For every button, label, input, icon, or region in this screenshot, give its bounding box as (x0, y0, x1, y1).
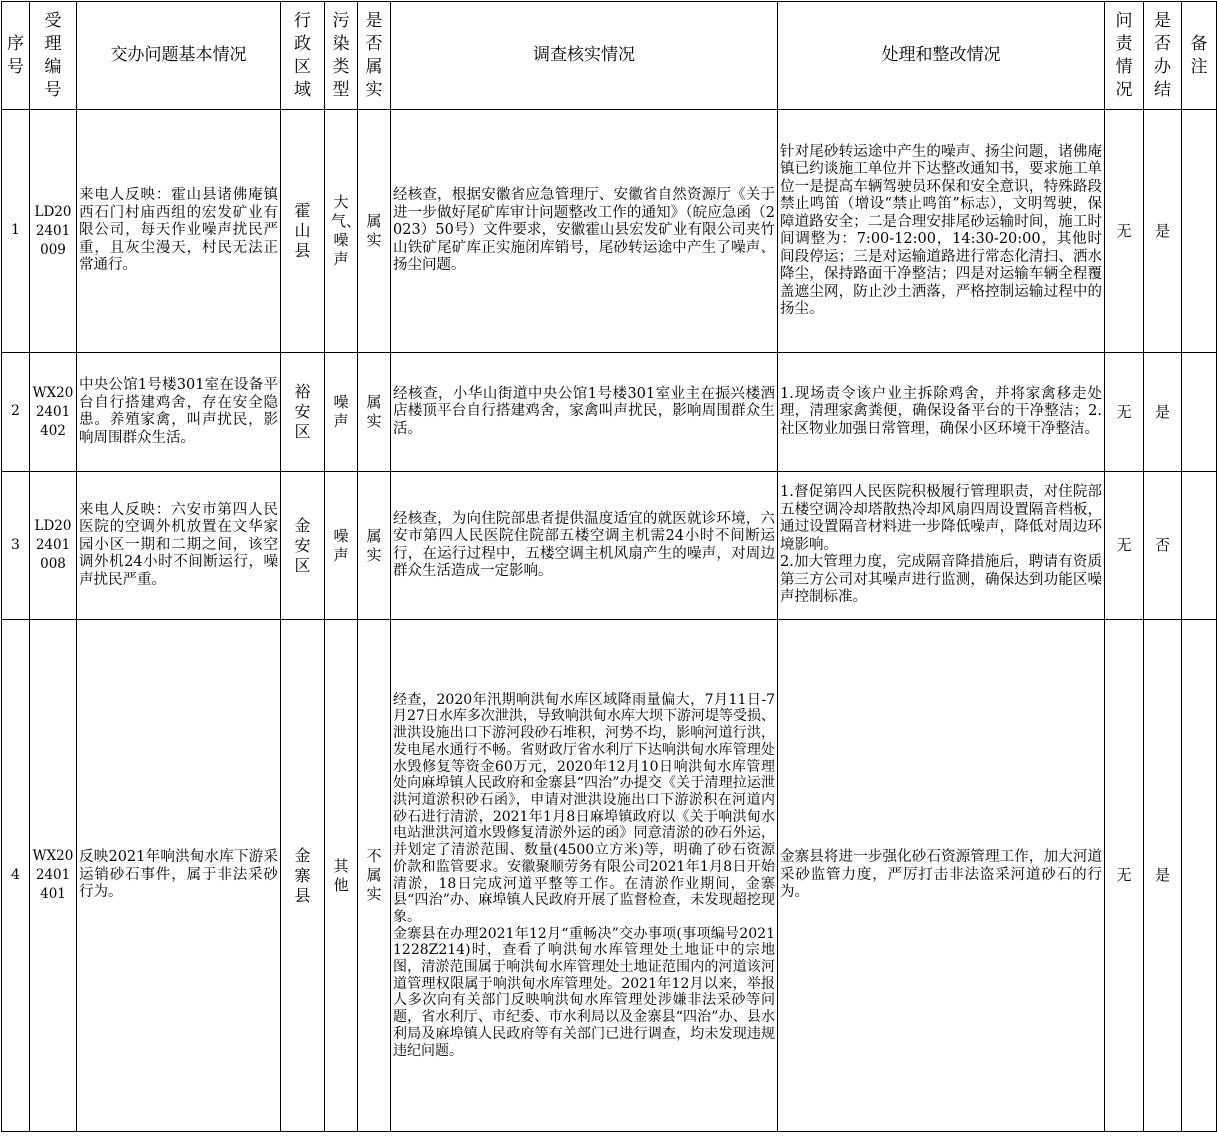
cell-closed: 否 (1144, 472, 1182, 620)
cell-remark (1182, 472, 1217, 620)
complaint-table (1, 1, 1217, 1132)
cell-closed: 是 (1144, 353, 1182, 472)
table-row (2, 472, 1217, 620)
cell-closed: 是 (1144, 110, 1182, 353)
cell-region: 金寨县 (281, 620, 325, 1132)
cell-region: 金安区 (281, 472, 325, 620)
cell-closed: 是 (1144, 620, 1182, 1132)
cell-handling: 针对尾砂转运途中产生的噪声、扬尘问题，诸佛庵镇已约谈施工单位并下达整改通知书，要求施工单位一是提高车辆驾驶员环保和安全意识，特殊路段禁止鸣笛（增设“禁止鸣笛”标志），文明驾驶，保障道路安全；二是合理安排尾砂运输时间，施工时间调整为：7:00-12:00，14:30-20:00，其他时间段停运；三是对运输道路进行常态化清扫、洒水降尘，保持路面干净整洁；四是对运输车辆全程覆盖遮尘网，防止沙土洒落，严格控制运输过程中的扬尘。 (778, 110, 1105, 353)
header-handling: 处理和整改情况 (778, 2, 1105, 110)
cell-code: LD202401008 (30, 472, 77, 620)
cell-accountability: 无 (1105, 110, 1144, 353)
header-seq: 序号 (2, 2, 30, 110)
cell-handling: 1.现场责令该户业主拆除鸡舍，并将家禽移走处理，清理家禽粪便，确保设备平台的干净整洁；2.社区物业加强日常管理，确保小区环境干净整洁。 (778, 353, 1105, 472)
header-accountability: 问责情况 (1105, 2, 1144, 110)
cell-code: WX202401402 (30, 353, 77, 472)
cell-accountability: 无 (1105, 620, 1144, 1132)
cell-seq: 2 (2, 353, 30, 472)
cell-investigation: 经核查，为向住院部患者提供温度适宜的就医就诊环境，六安市第四人民医院住院部五楼空调主机需24小时不间断运行，在运行过程中，五楼空调主机风扇产生的噪声，对周边群众生活造成一定影响。 (391, 472, 778, 620)
cell-handling: 1.督促第四人民医院积极履行管理职责，对住院部五楼空调冷却塔散热冷却风扇四周设置隔音档板，通过设置隔音材料进一步降低噪声，降低对周边环境影响。 2.加大管理力度，完成隔音降措施后，聘请有资质第三方公司对其噪声进行监测，确保达到功能区噪声控制标准。 (778, 472, 1105, 620)
cell-is-true: 不属实 (358, 620, 391, 1132)
cell-problem: 中央公馆1号楼301室在设备平台自行搭建鸡舍，存在安全隐患。养殖家禽，叫声扰民，影响周围群众生活。 (77, 353, 281, 472)
cell-pollution: 噪声 (325, 353, 358, 472)
cell-pollution: 大气、噪声 (325, 110, 358, 353)
cell-investigation: 经查，2020年汛期响洪甸水库区域降雨量偏大，7月11日-7月27日水库多次泄洪，导致响洪甸水库大坝下游河堤等受损、泄洪设施出口下游河段砂石堆积，河势不均，影响河道行洪，发电尾水通行不畅。省财政厅省水利厅下达响洪甸水库管理处水毁修复等资金60万元，2020年12月10日响洪甸水库管理处向麻埠镇人民政府和金寨县“四治”办提交《关于清理拉运泄洪河道淤积砂石函》，申请对泄洪设施出口下游淤积在河道内砂石进行清淤，2021年1月8日麻埠镇政府以《关于响洪甸水电站泄洪河道水毁修复清淤外运的函》同意清淤的砂石外运，并划定了清淤范围、数量(4500立方米)等，明确了砂石资源价款和监管要求。安徽聚顺劳务有限公司2021年1月8日开始清淤，18日完成河道平整等工作。在清淤作业期间，金寨县“四治”办、麻埠镇人民政府开展了监督检查，未发现超挖现象。 金寨县在办理2021年12月“重畅决”交办事项(事项编号20211228Z214)时，查看了响洪甸水库管理处土地证中的宗地图，清淤范围属于响洪甸水库管理处土地证范围内的河道该河道管理权限属于响洪甸水库管理处。2021年12月以来，举报人多次向有关部门反映响洪甸水库管理处涉嫌非法采砂等问题，省水利厅、市纪委、市水利局以及金寨县“四治”办、县水利局及麻埠镇人民政府等有关部门已进行调查，均未发现违规违纪问题。 (391, 620, 778, 1132)
table-row (2, 110, 1217, 353)
table-row (2, 353, 1217, 472)
header-remark: 备注 (1182, 2, 1217, 110)
header-row (2, 2, 1217, 110)
cell-seq: 3 (2, 472, 30, 620)
cell-pollution: 其他 (325, 620, 358, 1132)
header-pollution: 污染类型 (325, 2, 358, 110)
cell-remark (1182, 110, 1217, 353)
cell-remark (1182, 620, 1217, 1132)
cell-code: LD202401009 (30, 110, 77, 353)
cell-region: 霍山县 (281, 110, 325, 353)
header-investigation: 调查核实情况 (391, 2, 778, 110)
header-code: 受理编号 (30, 2, 77, 110)
table-row (2, 620, 1217, 1132)
cell-seq: 4 (2, 620, 30, 1132)
header-is-true: 是否属实 (358, 2, 391, 110)
cell-problem: 来电人反映：六安市第四人民医院的空调外机放置在文华家园小区一期和二期之间，该空调外机24小时不间断运行，噪声扰民严重。 (77, 472, 281, 620)
cell-is-true: 属实 (358, 353, 391, 472)
cell-is-true: 属实 (358, 110, 391, 353)
header-problem: 交办问题基本情况 (77, 2, 281, 110)
cell-problem: 来电人反映：霍山县诸佛庵镇西石门村庙西组的宏发矿业有限公司，每天作业噪声扰民严重，且灰尘漫天，村民无法正常通行。 (77, 110, 281, 353)
cell-code: WX202401401 (30, 620, 77, 1132)
cell-remark (1182, 353, 1217, 472)
cell-problem: 反映2021年响洪甸水库下游采运销砂石事件，属于非法采砂行为。 (77, 620, 281, 1132)
header-closed: 是否办结 (1144, 2, 1182, 110)
cell-is-true: 属实 (358, 472, 391, 620)
cell-investigation: 经核查，根据安徽省应急管理厅、安徽省自然资源厅《关于进一步做好尾矿库审计问题整改工作的通知》（皖应急函（2023）50号）文件要求，安徽霍山县宏发矿业有限公司夹竹山铁矿尾矿库正实施闭库销号，尾砂转运途中产生了噪声、扬尘问题。 (391, 110, 778, 353)
cell-pollution: 噪声 (325, 472, 358, 620)
cell-seq: 1 (2, 110, 30, 353)
cell-accountability: 无 (1105, 353, 1144, 472)
header-region: 行政区域 (281, 2, 325, 110)
cell-region: 裕安区 (281, 353, 325, 472)
cell-investigation: 经核查，小华山街道中央公馆1号楼301室业主在振兴楼酒店楼顶平台自行搭建鸡舍，家禽叫声扰民，影响周围群众生活。 (391, 353, 778, 472)
cell-handling: 金寨县将进一步强化砂石资源管理工作，加大河道采砂监管力度，严厉打击非法盗采河道砂石的行为。 (778, 620, 1105, 1132)
cell-accountability: 无 (1105, 472, 1144, 620)
